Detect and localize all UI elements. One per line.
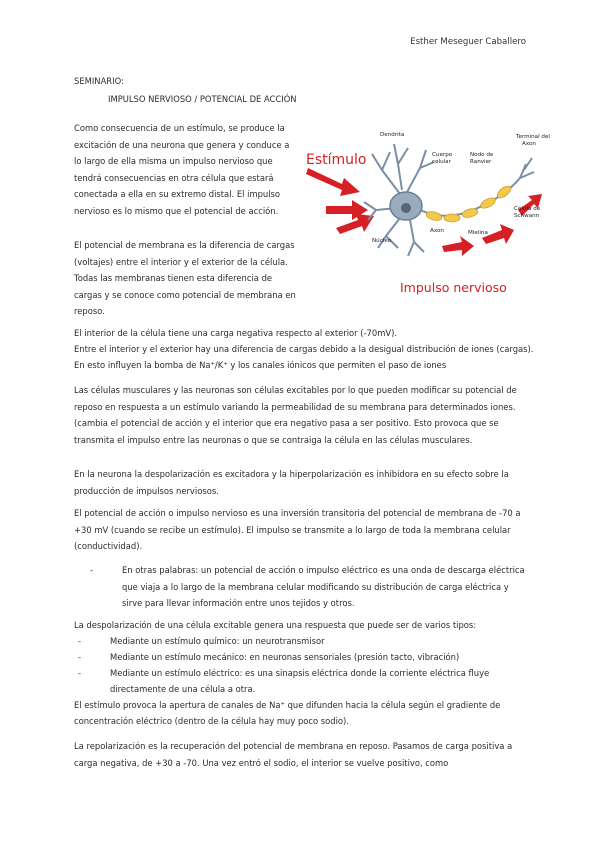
bullet-dash: - bbox=[78, 652, 82, 662]
paragraph-excitable-cells: Las células musculares y las neuronas son células excitables por lo que pueden modificar su potencial de reposo en respuesta a un estímulo variando la permeabilidad de su membrana para determinados iones. (cambia el potencial de acción y el interior que era negativo pasa a ser positivo. Esto provoca que se transmita el impulso entre las neuronas o que se contraiga la célula en las células musculares. bbox=[74, 385, 517, 445]
paragraph-action-potential: El potencial de acción o impulso nervioso es una inversión transitoria del potencial de membrana de -70 a +30 mV (cuando se recibe un estímulo). El impulso se transmite a lo largo de toda la membrana celular (conductividad). bbox=[74, 508, 521, 552]
paragraph-charge-line2: Entre el interior y el exterior hay una diferencia de cargas debido a la desigual distribución de iones (cargas). En esto influyen la bomba de Na⁺/K⁺ y los canales iónicos que permiten el paso de iones bbox=[74, 344, 534, 370]
bullet-list-1 bbox=[86, 562, 526, 612]
bullet-dash: - bbox=[78, 668, 82, 678]
list-item-text: Mediante un estímulo mecánico: en neuronas sensoriales (presión tacto, vibración) bbox=[110, 652, 460, 662]
paragraph-membrane-potential: El potencial de membrana es la diferencia de cargas (voltajes) entre el interior y el exterior de la célula. Todas las membranas tienen esta diferencia de cargas y se conoce como potencial de membrana en reposo. bbox=[74, 240, 296, 317]
paragraph-response-types bbox=[74, 617, 534, 697]
author-name: Esther Meseguer Caballero bbox=[410, 37, 526, 47]
seminar-label: SEMINARIO: bbox=[74, 76, 124, 86]
label-cuerpo: Cuerpo bbox=[432, 152, 453, 158]
list-item-text: En otras palabras: un potencial de acción o impulso eléctrico es una onda de descarga eléctrica que viaja a lo largo de la membrana celular modificando su distribución de carga eléctrica y sirve para llevar información entre unos tejidos y otros. bbox=[122, 565, 525, 609]
paragraph-depolarization: En la neurona la despolarización es excitadora y la hiperpolarización es inhibidora en su efecto sobre la producción de impulsos nerviosos. bbox=[74, 469, 509, 496]
stimulus-label: Estímulo bbox=[306, 152, 367, 168]
myelin-sheath bbox=[425, 184, 513, 222]
label-ranvier: Ranvier bbox=[470, 159, 492, 165]
label-axon: Axon bbox=[430, 228, 444, 234]
impulse-label: Impulso nervioso bbox=[400, 280, 507, 295]
bullet-dash: - bbox=[78, 636, 82, 646]
label-schwann: Célula de bbox=[514, 206, 541, 212]
paragraph-sodium-channels: El estímulo provoca la apertura de canales de Na⁺ que difunden hacia la célula según el gradiente de concentración eléctrico (dentro de la célula hay muy poco sodio). bbox=[74, 700, 501, 726]
list-item bbox=[74, 649, 534, 665]
bullet-dash: - bbox=[90, 565, 94, 575]
neuron-diagram bbox=[302, 124, 550, 304]
label-schwann-2: Schwann bbox=[514, 213, 540, 219]
response-types-list bbox=[74, 633, 534, 697]
label-nodo: Nodo de bbox=[470, 152, 494, 158]
list-item-text: Mediante un estímulo eléctrico: es una sinapsis eléctrica donde la corriente eléctrica fluye directamente de una célula a otra. bbox=[110, 668, 490, 694]
label-mielina: Mielina bbox=[468, 230, 488, 236]
list-item bbox=[74, 633, 534, 649]
impulse-arrow-1 bbox=[442, 236, 474, 256]
page-title: IMPULSO NERVIOSO / POTENCIAL DE ACCIÓN bbox=[108, 94, 297, 104]
list-item bbox=[86, 562, 526, 612]
list-item bbox=[74, 665, 534, 697]
label-dendrita: Dendrita bbox=[380, 132, 405, 138]
label-nucleo: Núcleo bbox=[372, 238, 392, 244]
list-item-text: Mediante un estímulo químico: un neurotransmisor bbox=[110, 636, 325, 646]
paragraph-intro: Como consecuencia de un estímulo, se produce la excitación de una neurona que genera y conduce a lo largo de ella misma un impulso nervioso que tendrá consecuencias en otra célula que estará conectada a ella en su extremo distal. El impulso nervioso es lo mismo que el potencial de acción. bbox=[74, 123, 290, 216]
stimulus-arrows bbox=[306, 168, 374, 234]
paragraph-charge bbox=[74, 325, 534, 373]
axon-terminal bbox=[520, 158, 534, 178]
label-terminal: Terminal del bbox=[516, 134, 550, 140]
paragraph-repolarization: La repolarización es la recuperación del potencial de membrana en reposo. Pasamos de carga positiva a carga negativa, de +30 a -70. Una vez entró el sodio, el interior se vuelve positivo, como bbox=[74, 741, 513, 768]
nucleus bbox=[401, 203, 411, 213]
stimulus-arrow-1 bbox=[306, 168, 360, 196]
label-celular: celular bbox=[432, 159, 451, 165]
label-terminal-axon: Axon bbox=[522, 141, 536, 147]
paragraph-charge-line1: El interior de la célula tiene una carga negativa respecto al exterior (-70mV). bbox=[74, 328, 398, 338]
response-types-intro: La despolarización de una célula excitable genera una respuesta que puede ser de varios tipos: bbox=[74, 620, 477, 630]
